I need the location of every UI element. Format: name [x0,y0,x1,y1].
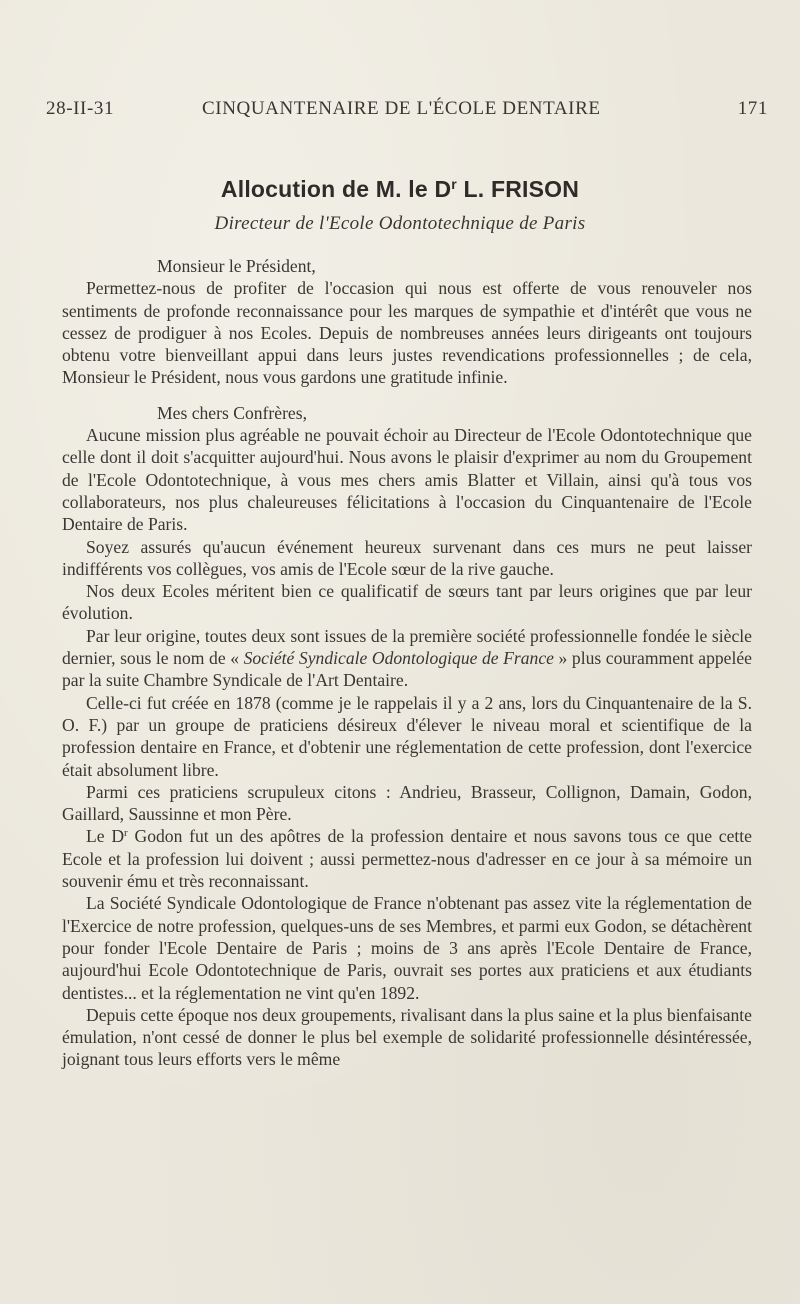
page-number: 171 [737,98,768,119]
salutation-president: Monsieur le Président, [157,256,316,276]
paragraph-8-end: Godon fut un des apôtres de la profession dentaire et nous savons tous ce que cette Ecole et la profession lui doivent ; aussi permettez-nous d'adresser en ce jour à sa mémoire un souvenir ému et très reconnaissant. [62,826,752,892]
title-text: Allocution de M. le D [220,176,452,202]
paragraph-8-start: Le D [86,826,125,847]
paragraph-5-start: Par leur origine, toutes deux sont issues de la première société professionnelle fondée le siècle dernier, sous le nom de « [62,625,752,669]
paragraph-9: La Société Syndicale Odontologique de France n'obtenant pas assez vite la réglementation de l'Exercice de notre profession, quelques-uns de ses Membres, et parmi eux Godon, se détachèrent pour fonder l'Ecole Dentaire de Paris ; moins de 3 ans après l'Ecole Dentaire de France, aujourd'hui Ecole Odontotechnique de Paris, ouvrait ses portes aux praticiens et aux étudiants dentistes... et la réglementation ne vint qu'en 1892. [62,893,752,1003]
running-head [46,98,768,124]
article-subtitle: Directeur de l'Ecole Odontotechnique de Paris [214,213,586,234]
paragraph-5-society-name: Société Syndicale Odontologique de France [243,648,554,669]
paragraph-6: Celle-ci fut créée en 1878 (comme je le rappelais il y a 2 ans, lors du Cinquantenaire de la S. O. F.) par un groupe de praticiens désireux d'élever le niveau moral et scientifique de la profession dentaire en France, et d'obtenir une réglementation de cette profession, dont l'exercice était absolument libre. [62,692,752,780]
article-title [0,176,800,203]
running-head-date: 28-II-31 [46,98,115,119]
running-head-title: CINQUANTENAIRE DE L'ÉCOLE DENTAIRE [202,98,601,119]
paragraph-2: Aucune mission plus agréable ne pouvait échoir au Directeur de l'Ecole Odontotechnique que celle dont il doit s'acquitter aujourd'hui. Nous avons le plaisir d'exprimer au nom du Groupement de l'Ecole Odontotechnique, à vous mes chers amis Blatter et Villain, ainsi qu'à tous vos collaborateurs, nos plus chaleureuses félicitations à l'occasion du Cinquantenaire de l'Ecole Dentaire de Paris. [62,425,752,535]
paragraph-3: Soyez assurés qu'aucun événement heureux survenant dans ces murs ne peut laisser indifférents vos collègues, vos amis de l'Ecole sœur de la rive gauche. [62,536,752,579]
paragraph-1: Permettez-nous de profiter de l'occasion qui nous est offerte de vous renouveler nos sentiments de profonde reconnaissance pour les marques de sympathie et d'intérêt que vous ne cessez de prodiguer à nos Ecoles. Depuis de nombreuses années leurs dirigeants ont toujours obtenu votre bienveillant appui dans leurs justes revendications professionnelles ; de cela, Monsieur le Président, nous vous gardons une gratitude infinie. [62,278,752,388]
paragraph-8 [62,825,752,892]
paragraph-7: Parmi ces praticiens scrupuleux citons : Andrieu, Brasseur, Collignon, Damain, Godon, Gaillard, Saussinne et mon Père. [62,781,752,825]
article-body [62,255,752,1071]
paragraph-4: Nos deux Ecoles méritent bien ce qualificatif de sœurs tant par leurs origines que par leur évolution. [62,581,752,624]
paragraph-10: Depuis cette époque nos deux groupements, rivalisant dans la plus saine et la plus bienfaisante émulation, n'ont cessé de donner le plus bel exemple de solidarité professionnelle désintéressée, joignant tous leurs efforts vers le même [62,1004,752,1070]
paragraph-8-superscript: r [124,827,128,840]
title-superscript: r [451,176,457,192]
salutation-confreres: Mes chers Confrères, [157,402,307,423]
paragraph-5-end: » plus couramment appelée par la suite Chambre Syndicale de l'Art Dentaire. [62,648,752,691]
paragraph-5 [62,625,752,692]
title-name: L. FRISON [456,176,580,202]
